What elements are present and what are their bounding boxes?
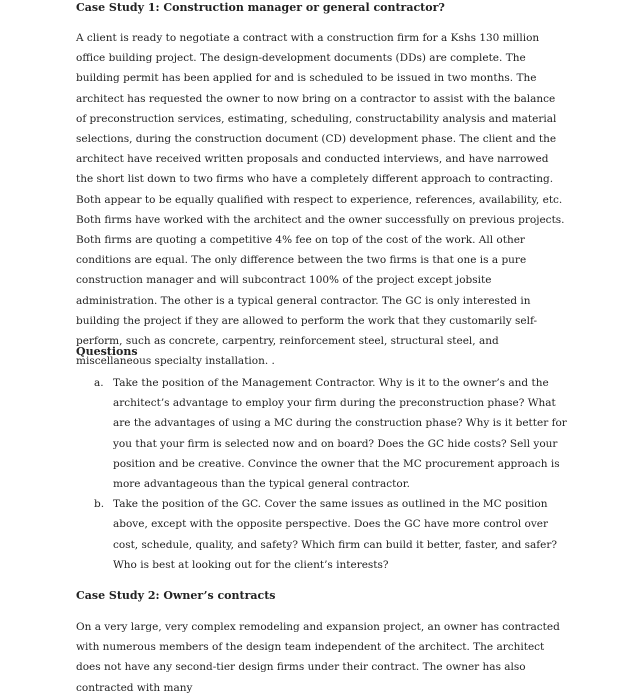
question-text: Take the position of the GC. Cover the same issues as outlined in the MC position above, except with the opposite perspective. Does the GC have more control over cost, schedule, quality, and safety? Which firm can build it better, faster, and safer? Who is best at looking out for the client’s interests?	[113, 498, 558, 571]
case-study-2-paragraph: On a very large, very complex remodeling and expansion project, an owner has contracted with numerous members of the design team independent of the architect. The architect does not have any second-tier design firms under their contract. The owner has also contracted with many	[76, 621, 560, 694]
questions-title: Questions	[76, 345, 138, 358]
list-marker: b.	[94, 498, 105, 511]
question-text: Take the position of the Management Contractor. Why is it to the owner’s and the architect’s advantage to employ your firm during the preconstruction phase? What are the advantages of using a MC during the construction phase? Why is it better for you that your firm is selected now and on board? Does the GC hide costs? Sell your position and be creative. Convince the owner that the MC procurement approach is more advantageous than the typical general contractor.	[113, 377, 567, 491]
question-item-a	[76, 373, 568, 494]
case-study-1-paragraph: A client is ready to negotiate a contract with a construction firm for a Kshs 130 million office building project. The design-development documents (DDs) are complete. The building permit has been applied for and is scheduled to be issued in two months. The architect has requested the owner to now bring on a contractor to assist with the balance of preconstruction services, estimating, scheduling, constructability analysis and material selections, during the construction document (CD) development phase. The client and the architect have received written proposals and conducted interviews, and have narrowed the short list down to two firms who have a completely different approach to contracting. Both appear to be equally qualified with respect to experience, references, availability, etc. Both firms have worked with the architect and the owner successfully on previous projects. Both firms are quoting a competitive 4% fee on top of the cost of the work. All other conditions are equal. The only difference between the two firms is that one is a pure construction manager and will subcontract 100% of the project except jobsite administration. The other is a typical general contractor. The GC is only interested in building the project if they are allowed to perform the work that they customarily self-perform, such as concrete, carpentry, reinforcement steel, structural steel, and miscellaneous specialty installation. .	[76, 32, 565, 368]
question-item-b	[76, 494, 568, 575]
list-marker: a.	[94, 377, 104, 389]
questions-list	[76, 373, 568, 575]
case-study-2-title: Case Study 2: Owner’s contracts	[76, 589, 276, 602]
case-study-1-title: Case Study 1: Construction manager or general contractor?	[76, 1, 445, 14]
